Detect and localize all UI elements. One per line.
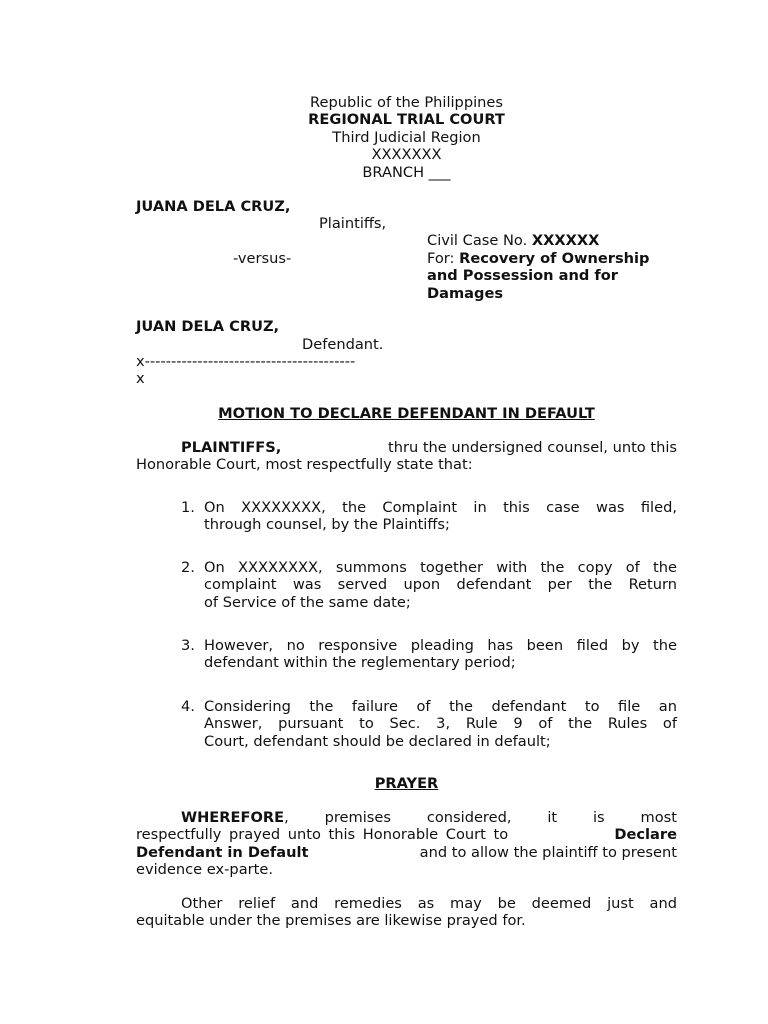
motion-title-text: MOTION TO DECLARE DEFENDANT IN DEFAULT	[218, 405, 595, 422]
item-number: 2.	[181, 559, 195, 576]
item-text	[204, 499, 677, 534]
defendant-role: Defendant.	[302, 336, 384, 353]
item-line: through counsel, by the Plaintiffs;	[204, 516, 450, 534]
motion-title	[136, 405, 677, 422]
caption-divider	[136, 353, 355, 388]
case-nature-line1: Recovery of Ownership	[459, 250, 650, 267]
other-relief-line2: equitable under the premises are likewise prayed for.	[136, 912, 526, 930]
civil-case-label: Civil Case No.	[427, 232, 528, 249]
item-line: Court, defendant should be declared in default;	[204, 732, 551, 750]
item-line: defendant within the reglementary period;	[204, 654, 516, 672]
wherefore-bold: WHEREFORE	[181, 809, 285, 826]
intro-bold: PLAINTIFFS,	[181, 439, 282, 456]
wherefore-line2-bold: Declare	[614, 826, 677, 844]
header-court: REGIONAL TRIAL COURT	[308, 111, 505, 129]
list-item	[0, 698, 768, 758]
other-relief-line1: Other relief and remedies as may be deemed just and	[181, 895, 677, 912]
item-line: Considering the failure of the defendant to file an	[204, 698, 677, 715]
header-block	[136, 94, 677, 181]
item-text	[204, 559, 677, 611]
item-line: However, no responsive pleading has been filed by the	[204, 637, 677, 654]
civil-case-number: XXXXXX	[531, 232, 600, 249]
intro-line-2: Honorable Court, most respectfully state that:	[136, 456, 473, 474]
civil-case-line	[427, 232, 599, 249]
intro-paragraph	[136, 439, 677, 474]
wherefore-line3-bold: Defendant in Default	[136, 843, 309, 861]
item-number: 1.	[181, 499, 195, 516]
item-number: 4.	[181, 698, 195, 715]
case-nature-line2: and Possession and for	[427, 267, 618, 285]
wherefore-line4: evidence ex-parte.	[136, 861, 273, 879]
item-number: 3.	[181, 637, 195, 654]
item-line: Answer, pursuant to Sec. 3, Rule 9 of the Rules of	[204, 715, 677, 733]
wherefore-paragraph	[136, 809, 677, 879]
item-line: complaint was served upon defendant per the Return	[204, 576, 677, 594]
other-relief-paragraph	[136, 895, 677, 930]
prayer-title	[136, 775, 677, 792]
list-item	[0, 559, 768, 629]
list-item	[0, 637, 768, 677]
wherefore-line3-plain: and to allow the plaintiff to present	[419, 843, 677, 861]
header-republic: Republic of the Philippines	[310, 94, 503, 111]
intro-rest: thru the undersigned counsel, unto this	[387, 439, 677, 456]
item-line: On XXXXXXXX, the Complaint in this case was filed,	[204, 499, 677, 516]
header-branch: BRANCH ___	[362, 163, 451, 181]
plaintiff-role: Plaintiffs,	[319, 215, 387, 232]
item-line: On XXXXXXXX, summons together with the copy of the	[204, 559, 677, 576]
versus-label: -versus-	[233, 250, 292, 267]
header-place: XXXXXXX	[371, 146, 442, 164]
prayer-title-text: PRAYER	[374, 775, 439, 792]
divider-line-2: x	[136, 370, 145, 388]
header-region: Third Judicial Region	[332, 128, 481, 146]
divider-line-1: x----------------------------------------	[136, 353, 356, 370]
defendant-name: JUAN DELA CRUZ,	[136, 318, 280, 335]
item-text	[204, 637, 677, 672]
wherefore-line2-plain: respectfully prayed unto this Honorable Court to	[136, 826, 509, 844]
plaintiff-name: JUANA DELA CRUZ,	[136, 198, 291, 215]
case-nature-line3: Damages	[427, 284, 504, 302]
item-text	[204, 698, 677, 750]
for-label: For:	[427, 250, 455, 267]
case-nature	[427, 250, 649, 302]
item-line: of Service of the same date;	[204, 593, 411, 611]
wherefore-rest: , premises considered, it is most	[284, 809, 677, 826]
